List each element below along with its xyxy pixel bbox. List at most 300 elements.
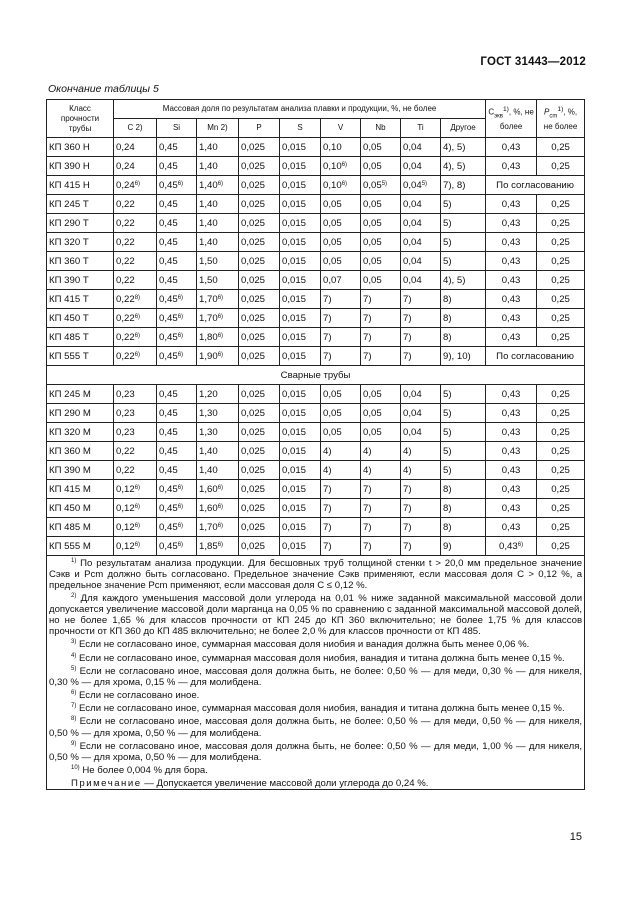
cell-element: 7) bbox=[321, 328, 361, 347]
cell-other: 5) bbox=[441, 404, 486, 423]
cell-element: 0,015 bbox=[280, 499, 321, 518]
cell-element: 7) bbox=[361, 290, 401, 309]
cell-element: 1,50 bbox=[197, 252, 239, 271]
cell-element: 1,20 bbox=[197, 385, 239, 404]
cell-other: 5) bbox=[441, 214, 486, 233]
cell-element: 0,45$^{6)}$ bbox=[157, 290, 197, 309]
cell-element: 7) bbox=[401, 499, 441, 518]
cell-element: 0,025 bbox=[239, 176, 280, 195]
cell-element: 7) bbox=[361, 347, 401, 366]
cell-element: 4) bbox=[401, 442, 441, 461]
cell-element: 1,40 bbox=[197, 214, 239, 233]
cell-element: 0,015 bbox=[280, 328, 321, 347]
cell-element: 0,10 bbox=[321, 138, 361, 157]
footnote-f3: $^{3)}$ Если не согласовано иное, суммарная массовая доля ниобия и ванадия должна быть менее 0,06 %. bbox=[71, 639, 530, 651]
cell-element: 0,22$^{6)}$ bbox=[114, 328, 157, 347]
cell-limit: 0,25 bbox=[537, 328, 585, 347]
header-ceq bbox=[486, 100, 537, 138]
cell-element: 1,40$^{6)}$ bbox=[197, 176, 239, 195]
cell-element: 0,025 bbox=[239, 157, 280, 176]
pcm-superscript: 1) bbox=[557, 106, 564, 114]
table-row bbox=[47, 176, 585, 195]
cell-element: 0,07 bbox=[321, 271, 361, 290]
cell-element: 0,45$^{6)}$ bbox=[157, 537, 197, 556]
note-text: — Допускается увеличение массовой доли углерода до 0,24 %. bbox=[144, 777, 429, 789]
cell-element: 0,45$^{6)}$ bbox=[157, 518, 197, 537]
cell-limit: 0,25 bbox=[537, 404, 585, 423]
cell-element: 0,05 bbox=[321, 195, 361, 214]
cell-limit: 0,25 bbox=[537, 214, 585, 233]
cell-element: 0,24 bbox=[114, 138, 157, 157]
cell-element: 0,10$^{6)}$ bbox=[321, 157, 361, 176]
footnote-f6: $^{6)}$ Если не согласовано иное. bbox=[71, 689, 200, 702]
standard-header: ГОСТ 31443—2012 bbox=[480, 56, 586, 68]
ceq-symbol: С bbox=[488, 108, 495, 118]
cell-element: 7) bbox=[361, 499, 401, 518]
footnote-ref: 6) bbox=[134, 332, 141, 339]
footnote-f10: $^{10)}$ Не более 0,004 % для бора. bbox=[71, 764, 208, 776]
table-row bbox=[47, 290, 585, 309]
footnote-number: 7) bbox=[71, 703, 77, 710]
header-element bbox=[114, 119, 157, 138]
cell-limit: 0,43 bbox=[486, 290, 537, 309]
cell-limit: 0,25 bbox=[537, 290, 585, 309]
cell-limit: 0,43 bbox=[486, 404, 537, 423]
cell-element: 0,22 bbox=[114, 233, 157, 252]
cell-element: 0,45$^{6)}$ bbox=[157, 499, 197, 518]
table-row bbox=[47, 442, 585, 461]
table-row bbox=[47, 518, 585, 537]
cell-limit: 0,25 bbox=[537, 480, 585, 499]
cell-element: 0,45 bbox=[157, 252, 197, 271]
cell-other: 8) bbox=[441, 328, 486, 347]
cell-element: 0,22$^{6)}$ bbox=[114, 309, 157, 328]
cell-class: КП 390 Н bbox=[47, 157, 114, 176]
table-row bbox=[47, 461, 585, 480]
header-mass-fraction: Массовая доля по результатам анализа плавки и продукции, %, не более bbox=[114, 100, 486, 119]
footnote-number: 5) bbox=[71, 665, 77, 672]
footnote-ref: 6) bbox=[134, 484, 141, 491]
footnote-f2: $^{2)}$ Для каждого уменьшения массовой доли углерода на 0,01 % ниже заданной максимальной массовой доли допускается увеличение массовой доли марганца на 0,05 % по сравнению с заданной максимальной массовой долей, но не более 1,65 % для классов прочности от КП 245 до КП 360 включительно; не более 1,75 % для классов прочности от КП 360 до КП 485 включительно; не более 2,0 % для классов прочности от КП 485. bbox=[49, 593, 583, 638]
cell-class: КП 390 М bbox=[47, 461, 114, 480]
cell-element: 0,45 bbox=[157, 461, 197, 480]
cell-element: 0,45$^{6)}$ bbox=[157, 347, 197, 366]
cell-class: КП 450 М bbox=[47, 499, 114, 518]
cell-element: 4) bbox=[361, 442, 401, 461]
cell-limit: 0,43 bbox=[486, 214, 537, 233]
cell-limit: 0,25 bbox=[537, 518, 585, 537]
cell-element: 0,015 bbox=[280, 195, 321, 214]
cell-element: 7) bbox=[321, 518, 361, 537]
cell-element: 0,23 bbox=[114, 385, 157, 404]
cell-element: 0,45 bbox=[157, 271, 197, 290]
cell-element: 0,015 bbox=[280, 214, 321, 233]
cell-element: 7) bbox=[401, 290, 441, 309]
cell-element: 7) bbox=[361, 328, 401, 347]
header-element-symbol: Nb bbox=[375, 123, 386, 132]
cell-limit: 0,43 bbox=[486, 442, 537, 461]
cell-element: 0,015 bbox=[280, 537, 321, 556]
cell-element: 0,025 bbox=[239, 385, 280, 404]
cell-element: 0,025 bbox=[239, 404, 280, 423]
footnote-ref: 6) bbox=[177, 332, 184, 339]
cell-limit: 0,43 bbox=[486, 271, 537, 290]
cell-element: 0,05 bbox=[361, 138, 401, 157]
cell-limit: 0,43 bbox=[486, 518, 537, 537]
cell-element: 0,10$^{6)}$ bbox=[321, 176, 361, 195]
header-element bbox=[401, 119, 441, 138]
footnote-ref: 6) bbox=[517, 541, 524, 548]
footnote-ref: 5) bbox=[421, 180, 428, 187]
cell-other: 5) bbox=[441, 252, 486, 271]
cell-other: 8) bbox=[441, 518, 486, 537]
cell-element: 4) bbox=[321, 461, 361, 480]
cell-limit: 0,43 bbox=[486, 309, 537, 328]
footnote-number: 8) bbox=[71, 716, 77, 723]
cell-element: 0,05 bbox=[361, 385, 401, 404]
footnote-ref: 6) bbox=[177, 180, 184, 187]
table-row bbox=[47, 214, 585, 233]
cell-element: 0,015 bbox=[280, 157, 321, 176]
footnote-ref: 6) bbox=[217, 351, 224, 358]
cell-limit: 0,43 bbox=[486, 157, 537, 176]
header-element-symbol: Ti bbox=[417, 123, 424, 132]
cell-element: 1,80$^{6)}$ bbox=[197, 328, 239, 347]
cell-element: 7) bbox=[361, 309, 401, 328]
cell-element: 0,025 bbox=[239, 328, 280, 347]
cell-element: 0,22 bbox=[114, 271, 157, 290]
cell-element: 0,22 bbox=[114, 442, 157, 461]
table-row bbox=[47, 195, 585, 214]
cell-element: 0,45 bbox=[157, 423, 197, 442]
footnote-f9: $^{9)}$ Если не согласовано иное, массовая доля должна быть, не более: 0,50 % — для меди, 1,00 % — для никеля, 0,50 % — для хрома, 0,50 % — для молибдена. bbox=[49, 740, 583, 763]
cell-element: 1,70$^{6)}$ bbox=[197, 309, 239, 328]
footnote-ref: 8) bbox=[134, 294, 141, 301]
cell-other: 5) bbox=[441, 442, 486, 461]
header-element bbox=[280, 119, 321, 138]
cell-limit: 0,25 bbox=[537, 423, 585, 442]
cell-element: 0,45 bbox=[157, 138, 197, 157]
cell-element: 0,05 bbox=[321, 214, 361, 233]
cell-limit: По согласованию bbox=[486, 347, 585, 366]
cell-element: 1,60$^{6)}$ bbox=[197, 480, 239, 499]
table-row bbox=[47, 385, 585, 404]
footnote-ref: 6) bbox=[134, 541, 141, 548]
cell-element: 0,05 bbox=[361, 423, 401, 442]
cell-limit: 0,43 bbox=[486, 138, 537, 157]
cell-element: 0,015 bbox=[280, 347, 321, 366]
cell-class: КП 485 Т bbox=[47, 328, 114, 347]
cell-class: КП 360 Н bbox=[47, 138, 114, 157]
cell-element: 7) bbox=[361, 537, 401, 556]
cell-class: КП 485 М bbox=[47, 518, 114, 537]
cell-limit: 0,25 bbox=[537, 195, 585, 214]
cell-limit: 0,43 bbox=[486, 328, 537, 347]
footnote-ref: 6) bbox=[134, 180, 141, 187]
cell-limit: 0,25 bbox=[537, 537, 585, 556]
cell-element: 7) bbox=[401, 328, 441, 347]
cell-class: КП 415 Н bbox=[47, 176, 114, 195]
cell-element: 0,015 bbox=[280, 176, 321, 195]
cell-element: 7) bbox=[361, 518, 401, 537]
footnote-f4: $^{4)}$ Если не согласовано иное, суммарная массовая доля ниобия, ванадия и титана должна быть менее 0,15 %. bbox=[71, 652, 565, 664]
cell-element: 0,22$^{6)}$ bbox=[114, 347, 157, 366]
footnote-ref: 6) bbox=[217, 541, 224, 548]
cell-element: 0,24 bbox=[114, 157, 157, 176]
footnote-ref: 6) bbox=[134, 351, 141, 358]
table-row bbox=[47, 271, 585, 290]
header-element-symbol: S bbox=[297, 123, 303, 132]
footnotes bbox=[47, 556, 585, 790]
table-row bbox=[47, 233, 585, 252]
cell-element: 0,05 bbox=[321, 385, 361, 404]
cell-element: 0,025 bbox=[239, 138, 280, 157]
cell-limit: 0,25 bbox=[537, 499, 585, 518]
header-element bbox=[321, 119, 361, 138]
cell-element: 0,025 bbox=[239, 499, 280, 518]
cell-element: 7) bbox=[321, 480, 361, 499]
cell-limit: 0,43$^{6)}$ bbox=[486, 537, 537, 556]
cell-limit: 0,25 bbox=[537, 442, 585, 461]
cell-element: 0,22 bbox=[114, 195, 157, 214]
footnote-ref: 6) bbox=[177, 503, 184, 510]
cell-element: 0,04 bbox=[401, 385, 441, 404]
cell-element: 0,05 bbox=[361, 252, 401, 271]
table-row bbox=[47, 328, 585, 347]
cell-element: 0,04 bbox=[401, 214, 441, 233]
cell-element: 0,015 bbox=[280, 385, 321, 404]
cell-element: 7) bbox=[321, 347, 361, 366]
ceq-superscript: 1) bbox=[502, 106, 509, 114]
cell-element: 7) bbox=[401, 537, 441, 556]
cell-element: 0,45$^{6)}$ bbox=[157, 309, 197, 328]
footnote-ref: 6) bbox=[217, 332, 224, 339]
footnote-ref: 6) bbox=[134, 503, 141, 510]
cell-other: 9), 10) bbox=[441, 347, 486, 366]
table-row bbox=[47, 404, 585, 423]
cell-element: 0,05$^{5)}$ bbox=[361, 176, 401, 195]
table-row bbox=[47, 423, 585, 442]
note-label: Примечание bbox=[71, 777, 142, 789]
cell-element: 0,12$^{6)}$ bbox=[114, 518, 157, 537]
footnote-ref: 6) bbox=[217, 503, 224, 510]
footnote-ref: 6) bbox=[177, 313, 184, 320]
cell-element: 0,04$^{5)}$ bbox=[401, 176, 441, 195]
footnote-number: 1) bbox=[71, 558, 77, 564]
cell-element: 0,025 bbox=[239, 537, 280, 556]
pcm-subscript: cm bbox=[549, 113, 558, 120]
cell-class: КП 415 Т bbox=[47, 290, 114, 309]
cell-element: 0,04 bbox=[401, 157, 441, 176]
cell-other: 8) bbox=[441, 480, 486, 499]
cell-element: 0,05 bbox=[361, 233, 401, 252]
cell-other: 7), 8) bbox=[441, 176, 486, 195]
composition-table bbox=[46, 99, 585, 790]
page-number: 15 bbox=[569, 831, 582, 843]
cell-element: 0,05 bbox=[361, 157, 401, 176]
cell-limit: 0,43 bbox=[486, 385, 537, 404]
cell-element: 1,40 bbox=[197, 138, 239, 157]
footnote-ref: 6) bbox=[177, 541, 184, 548]
cell-element: 0,05 bbox=[321, 233, 361, 252]
header-element bbox=[239, 119, 280, 138]
cell-element: 0,015 bbox=[280, 309, 321, 328]
cell-element: 7) bbox=[401, 309, 441, 328]
footnote-ref: 6) bbox=[177, 522, 184, 529]
footnote-number: 3) bbox=[71, 639, 77, 646]
ceq-rest: , %, не более bbox=[499, 108, 534, 131]
cell-other: 4), 5) bbox=[441, 271, 486, 290]
cell-element: 0,05 bbox=[361, 271, 401, 290]
cell-element: 7) bbox=[321, 309, 361, 328]
cell-element: 7) bbox=[321, 537, 361, 556]
cell-limit: 0,25 bbox=[537, 271, 585, 290]
cell-element: 0,025 bbox=[239, 423, 280, 442]
cell-element: 0,015 bbox=[280, 518, 321, 537]
cell-element: 1,30 bbox=[197, 423, 239, 442]
cell-other: 5) bbox=[441, 423, 486, 442]
cell-limit: 0,25 bbox=[537, 385, 585, 404]
cell-element: 4) bbox=[361, 461, 401, 480]
cell-element: 4) bbox=[401, 461, 441, 480]
cell-class: КП 320 Т bbox=[47, 233, 114, 252]
cell-element: 0,025 bbox=[239, 252, 280, 271]
cell-class: КП 245 Т bbox=[47, 195, 114, 214]
cell-element: 0,025 bbox=[239, 290, 280, 309]
cell-other: 5) bbox=[441, 195, 486, 214]
footnote-ref: 6) bbox=[134, 313, 141, 320]
cell-element: 0,025 bbox=[239, 518, 280, 537]
header-element-symbol: Si bbox=[172, 123, 181, 132]
cell-element: 0,12$^{6)}$ bbox=[114, 499, 157, 518]
table-row bbox=[47, 480, 585, 499]
cell-element: 1,70$^{6)}$ bbox=[197, 518, 239, 537]
cell-element: 7) bbox=[321, 290, 361, 309]
cell-element: 0,025 bbox=[239, 233, 280, 252]
cell-element: 1,30 bbox=[197, 404, 239, 423]
footnote-f5: $^{5)}$ Если не согласовано иное, массовая доля должна быть, не более: 0,50 % — для меди, 0,30 % — для никеля, 0,30 % — для хрома, 0,15 % — для молибдена. bbox=[49, 665, 583, 688]
cell-element: 1,60$^{6)}$ bbox=[197, 499, 239, 518]
cell-element: 0,04 bbox=[401, 271, 441, 290]
cell-class: КП 290 Т bbox=[47, 214, 114, 233]
cell-class: КП 390 Т bbox=[47, 271, 114, 290]
cell-element: 0,12$^{6)}$ bbox=[114, 537, 157, 556]
footnote-ref: 6) bbox=[217, 180, 224, 187]
footnote-ref: 5) bbox=[381, 180, 388, 187]
footnote-ref: 6) bbox=[177, 484, 184, 491]
cell-element: 0,025 bbox=[239, 442, 280, 461]
cell-class: КП 320 М bbox=[47, 423, 114, 442]
table-row bbox=[47, 537, 585, 556]
cell-element: 0,025 bbox=[239, 195, 280, 214]
header-pcm bbox=[537, 100, 585, 138]
cell-other: 5) bbox=[441, 385, 486, 404]
cell-limit: 0,25 bbox=[537, 233, 585, 252]
cell-element: 1,40 bbox=[197, 157, 239, 176]
cell-element: 0,23 bbox=[114, 404, 157, 423]
cell-class: КП 555 М bbox=[47, 537, 114, 556]
cell-element: 0,45 bbox=[157, 442, 197, 461]
cell-other: 5) bbox=[441, 233, 486, 252]
cell-limit: 0,43 bbox=[486, 499, 537, 518]
cell-element: 0,45 bbox=[157, 404, 197, 423]
footnote-number: 9) bbox=[71, 740, 77, 747]
cell-other: 4), 5) bbox=[441, 138, 486, 157]
cell-element: 7) bbox=[401, 480, 441, 499]
header-element bbox=[197, 119, 239, 138]
cell-limit: 0,43 bbox=[486, 233, 537, 252]
footnote-ref: 6) bbox=[217, 522, 224, 529]
note bbox=[49, 778, 582, 789]
cell-element: 0,025 bbox=[239, 461, 280, 480]
table-row bbox=[47, 347, 585, 366]
footnote-number: 4) bbox=[71, 652, 77, 659]
cell-element: 0,05 bbox=[361, 404, 401, 423]
table-row bbox=[47, 499, 585, 518]
cell-element: 0,05 bbox=[321, 404, 361, 423]
cell-element: 0,22$^{8)}$ bbox=[114, 290, 157, 309]
cell-element: 0,015 bbox=[280, 461, 321, 480]
cell-element: 0,45$^{6)}$ bbox=[157, 480, 197, 499]
ceq-subscript: экв bbox=[494, 113, 503, 120]
cell-element: 1,50 bbox=[197, 271, 239, 290]
cell-element: 0,025 bbox=[239, 347, 280, 366]
footnote-f7: $^{7)}$ Если не согласовано иное, суммарная массовая доля ниобия, ванадия и титана должна быть менее 0,15 %. bbox=[71, 703, 565, 715]
cell-element: 0,015 bbox=[280, 290, 321, 309]
cell-element: 1,40 bbox=[197, 233, 239, 252]
header-element bbox=[157, 119, 197, 138]
header-element-symbol: V bbox=[337, 123, 344, 132]
cell-element: 1,40 bbox=[197, 195, 239, 214]
cell-other: 4), 5) bbox=[441, 157, 486, 176]
cell-limit: 0,43 bbox=[486, 423, 537, 442]
cell-element: 0,45 bbox=[157, 214, 197, 233]
cell-element: 0,025 bbox=[239, 214, 280, 233]
footnote-f1: $^{1)}$ По результатам анализа продукции. Для бесшовных труб толщиной стенки t > 20,0 мм предельное значение Сэкв и Pcm должно быть согласовано. Предельное значение Сэкв применяют, если массовая доля С > 0,12 %, а предельное значение Pcm применяют, если массовая доля С ≤ 0,12 %. bbox=[49, 558, 583, 592]
cell-other: 9) bbox=[441, 537, 486, 556]
header-element-symbol: Mn 2) bbox=[207, 123, 228, 132]
cell-element: 0,04 bbox=[401, 233, 441, 252]
cell-element: 0,12$^{6)}$ bbox=[114, 480, 157, 499]
cell-other: 8) bbox=[441, 290, 486, 309]
footnote-ref: 6) bbox=[341, 161, 348, 168]
cell-element: 0,22 bbox=[114, 214, 157, 233]
cell-element: 0,015 bbox=[280, 252, 321, 271]
cell-limit: 0,25 bbox=[537, 252, 585, 271]
cell-limit: 0,25 bbox=[537, 309, 585, 328]
cell-element: 4) bbox=[321, 442, 361, 461]
cell-limit: По согласованию bbox=[486, 176, 585, 195]
cell-element: 7) bbox=[361, 480, 401, 499]
cell-limit: 0,25 bbox=[537, 461, 585, 480]
cell-class: КП 415 М bbox=[47, 480, 114, 499]
cell-element: 7) bbox=[401, 347, 441, 366]
footnote-number: 6) bbox=[71, 689, 77, 696]
header-element bbox=[441, 119, 486, 138]
cell-limit: 0,43 bbox=[486, 480, 537, 499]
cell-other: 5) bbox=[441, 461, 486, 480]
cell-element: 0,04 bbox=[401, 423, 441, 442]
cell-class: КП 450 Т bbox=[47, 309, 114, 328]
cell-element: 0,45 bbox=[157, 385, 197, 404]
footnote-ref: 6) bbox=[177, 294, 184, 301]
cell-element: 0,025 bbox=[239, 271, 280, 290]
cell-element: 0,015 bbox=[280, 480, 321, 499]
footnote-ref: 6) bbox=[177, 351, 184, 358]
cell-element: 0,015 bbox=[280, 423, 321, 442]
footnote-f8: $^{8)}$ Если не согласовано иное, массовая доля должна быть, не более: 0,50 % — для меди, 0,50 % — для никеля, 0,50 % — для хрома, 0,50 % — для молибдена. bbox=[49, 716, 583, 739]
cell-limit: 0,43 bbox=[486, 252, 537, 271]
